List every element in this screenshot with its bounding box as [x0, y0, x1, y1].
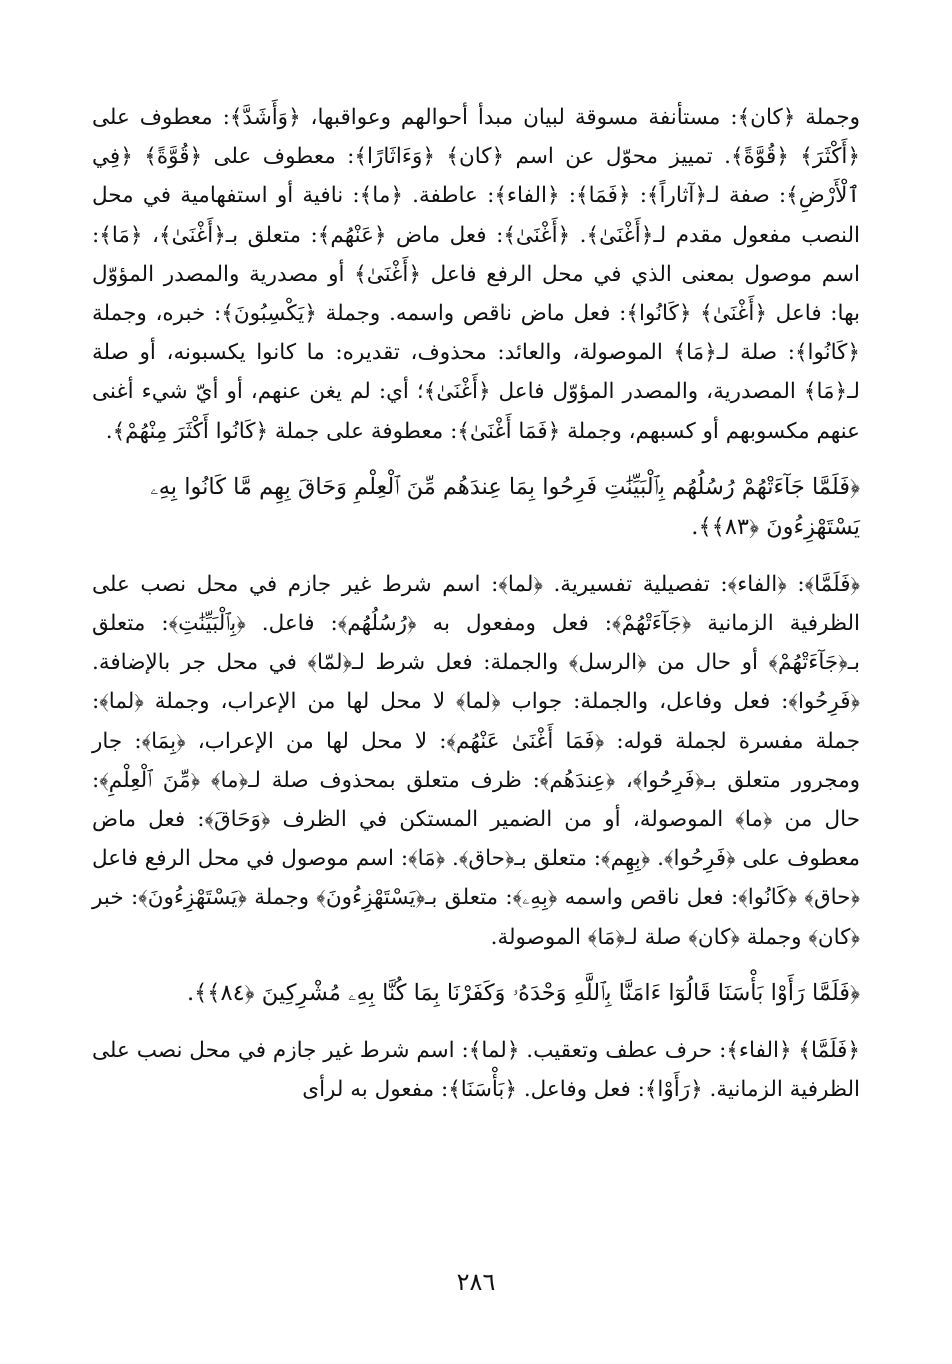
commentary-paragraph-2: ﴿فَلَمَّا﴾: ﴿الفاء﴾: تفصيلية تفسيرية. ﴿لما﴾: اسم شرط غير جازم في محل نصب على الظرفية الزمانية ﴿جَآءَتْهُمْ﴾: فعل ومفعول به ﴿رُسُلُهُم﴾: فاعل. ﴿بِٱلْبَيِّنَٰتِ﴾: متعلق بـ﴿جَآءَتْهُمْ﴾ أو حال من ﴿الرسل﴾ والجملة: فعل شرط لـ﴿لمّا﴾ في محل جر بالإضافة. ﴿فَرِحُوا﴾: فعل وفاعل، والجملة: جواب ﴿لما﴾ لا محل لها من الإعراب، وجملة ﴿لما﴾: جملة مفسرة لجملة قوله: ﴿فَمَا أَغْنَىٰ عَنْهُم﴾: لا محل لها من الإعراب، ﴿بِمَا﴾: جار ومجرور متعلق بـ﴿فَرِحُوا﴾، ﴿عِندَهُم﴾: ظرف متعلق بمحذوف صلة لـ﴿ما﴾ ﴿مِّنَ ٱلْعِلْمِ﴾: حال من ﴿ما﴾ الموصولة، أو من الضمير المستكن في الظرف ﴿وَحَاقَ﴾: فعل ماض معطوف على ﴿فَرِحُوا﴾. ﴿بِهِم﴾: متعلق بـ﴿حاق﴾. ﴿مَا﴾: اسم موصول في محل الرفع فاعل ﴿حاق﴾ ﴿كَانُوا﴾: فعل ناقص واسمه ﴿بِهِۦ﴾: متعلق بـ﴿يَسْتَهْزِءُونَ﴾ وجملة ﴿يَسْتَهْزِءُونَ﴾: خبر ﴿كان﴾ وجملة ﴿كان﴾ صلة لـ﴿مَا﴾ الموصولة.	[92, 571, 860, 950]
page-number: ٢٨٦	[456, 1268, 496, 1296]
quran-verse-84: ﴿فَلَمَّا رَأَوْا بَأْسَنَا قَالُوٓا ءَامَنَّا بِٱللَّهِ وَحْدَهُۥ وَكَفَرْنَا بِمَا كُنَّا بِهِۦ مُشْرِكِينَ ﴿٨٤﴾﴾.	[186, 979, 860, 1006]
commentary-paragraph-3: ﴿فَلَمَّا﴾ ﴿الفاء﴾: حرف عطف وتعقيب. ﴿لما﴾: اسم شرط غير جازم في محل نصب على الظرفية الزمانية. ﴿رَأَوْا﴾: فعل وفاعل. ﴿بَأْسَنَا﴾: مفعول به لرأى	[92, 1037, 860, 1103]
quran-verse-83: ﴿فَلَمَّا جَآءَتْهُمْ رُسُلُهُم بِٱلْبَيِّنَٰتِ فَرِحُوا بِمَا عِندَهُم مِّنَ ٱلْعِلْمِ وَحَاقَ بِهِم مَّا كَانُوا بِهِۦ يَسْتَهْزِءُونَ ﴿٨٣﴾﴾.	[150, 473, 860, 540]
commentary-paragraph-1: وجملة ﴿كان﴾: مستأنفة مسوقة لبيان مبدأ أحوالهم وعواقبها، ﴿وَأَشَدَّ﴾: معطوف على ﴿أَكْثَرَ﴾ ﴿قُوَّةً﴾. تمييز محوّل عن اسم ﴿كان﴾ ﴿وَءَاثَارًا﴾: معطوف على ﴿قُوَّةً﴾ ﴿فِي ٱلْأَرْضِ﴾: صفة لـ﴿آثاراً﴾: ﴿فَمَا﴾: ﴿الفاء﴾: عاطفة. ﴿ما﴾: نافية أو استفهامية في محل النصب مفعول مقدم لـ﴿أَغْنَىٰ﴾. ﴿أَغْنَىٰ﴾: فعل ماض ﴿عَنْهُم﴾: متعلق بـ﴿أَغْنَىٰ﴾، ﴿مَا﴾: اسم موصول بمعنى الذي في محل الرفع فاعل ﴿أَغْنَىٰ﴾ أو مصدرية والمصدر المؤوّل بها: فاعل ﴿أَغْنَىٰ﴾ ﴿كَانُوا﴾: فعل ماض ناقص واسمه. وجملة ﴿يَكْسِبُونَ﴾: خبره، وجملة ﴿كَانُوا﴾: صلة لـ﴿مَا﴾ الموصولة، والعائد: محذوف، تقديره: ما كانوا يكسبونه، أو صلة لـ﴿مَا﴾ المصدرية، والمصدر المؤوّل فاعل ﴿أَغْنَىٰ﴾؛ أي: لم يغن عنهم، أو أيّ شيء أغنى عنهم مكسوبهم أو كسبهم، وجملة ﴿فَمَا أَغْنَىٰ﴾: معطوفة على جملة ﴿كَانُوا أَكْثَرَ مِنْهُمْ﴾.	[92, 105, 860, 444]
